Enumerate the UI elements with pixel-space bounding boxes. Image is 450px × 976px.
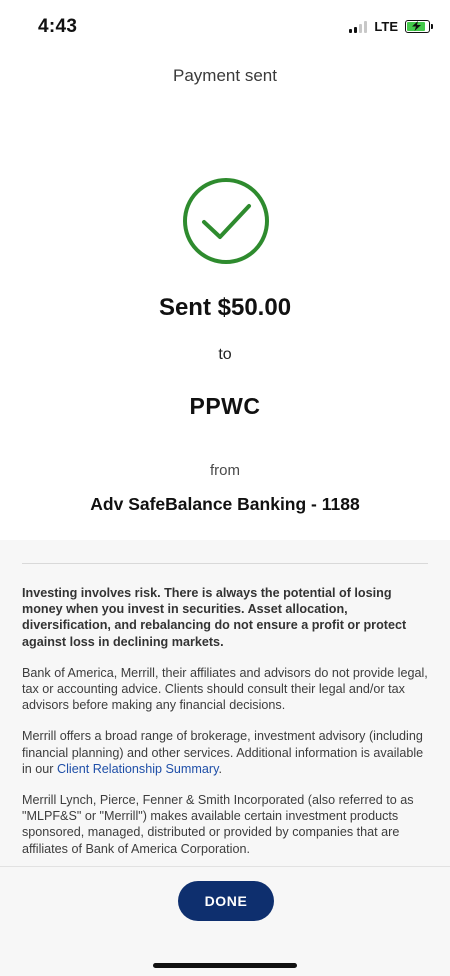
sent-amount: Sent $50.00 — [158, 294, 292, 321]
check-circle-icon — [180, 175, 272, 267]
client-relationship-summary-link[interactable]: Client Relationship Summary — [57, 761, 219, 776]
status-bar — [0, 0, 450, 56]
signal-strength-icon — [349, 21, 367, 33]
footer-bar — [0, 866, 450, 976]
services-disclosure-end: . — [218, 761, 222, 776]
battery-charging-icon — [405, 20, 430, 33]
status-indicators — [349, 19, 430, 34]
page-title: Payment sent — [173, 66, 277, 85]
legal-tax-disclosure: Bank of America, Merrill, their affiliates and advisors do not provide legal, tax or accounting advice. Clients should consult their legal and/or tax advisors before making any financial decisions. — [22, 665, 428, 713]
status-time: 4:43 — [38, 16, 78, 37]
services-disclosure-text: Merrill offers a broad range of brokerage, investment advisory (including financial planning) and other services. Additional information is available in our — [22, 729, 424, 776]
payee-name: PPWC — [189, 393, 261, 419]
disclosure-text — [22, 585, 432, 872]
source-account: Adv SafeBalance Banking - 1188 — [90, 494, 360, 514]
divider — [22, 563, 428, 564]
to-label: to — [218, 346, 232, 363]
done-button[interactable]: DONE — [178, 881, 274, 921]
services-disclosure — [22, 728, 432, 777]
mlpfs-disclosure: Merrill Lynch, Pierce, Fenner & Smith Incorporated (also referred to as "MLPF&S" or "Merrill") makes available certain investment products sponsored, managed, distributed or provided by companies that are affiliates of Bank of America Corporation. — [22, 793, 414, 856]
home-indicator[interactable] — [153, 963, 297, 968]
disclosures-panel[interactable] — [0, 540, 450, 880]
investing-risk-disclosure: Investing involves risk. There is always the potential of losing money when you invest in securities. Asset allocation, diversification, and rebalancing do not ensure a profit or protect against loss in declining markets. — [22, 586, 407, 649]
from-label: from — [210, 462, 240, 479]
network-type-label: LTE — [374, 19, 398, 34]
